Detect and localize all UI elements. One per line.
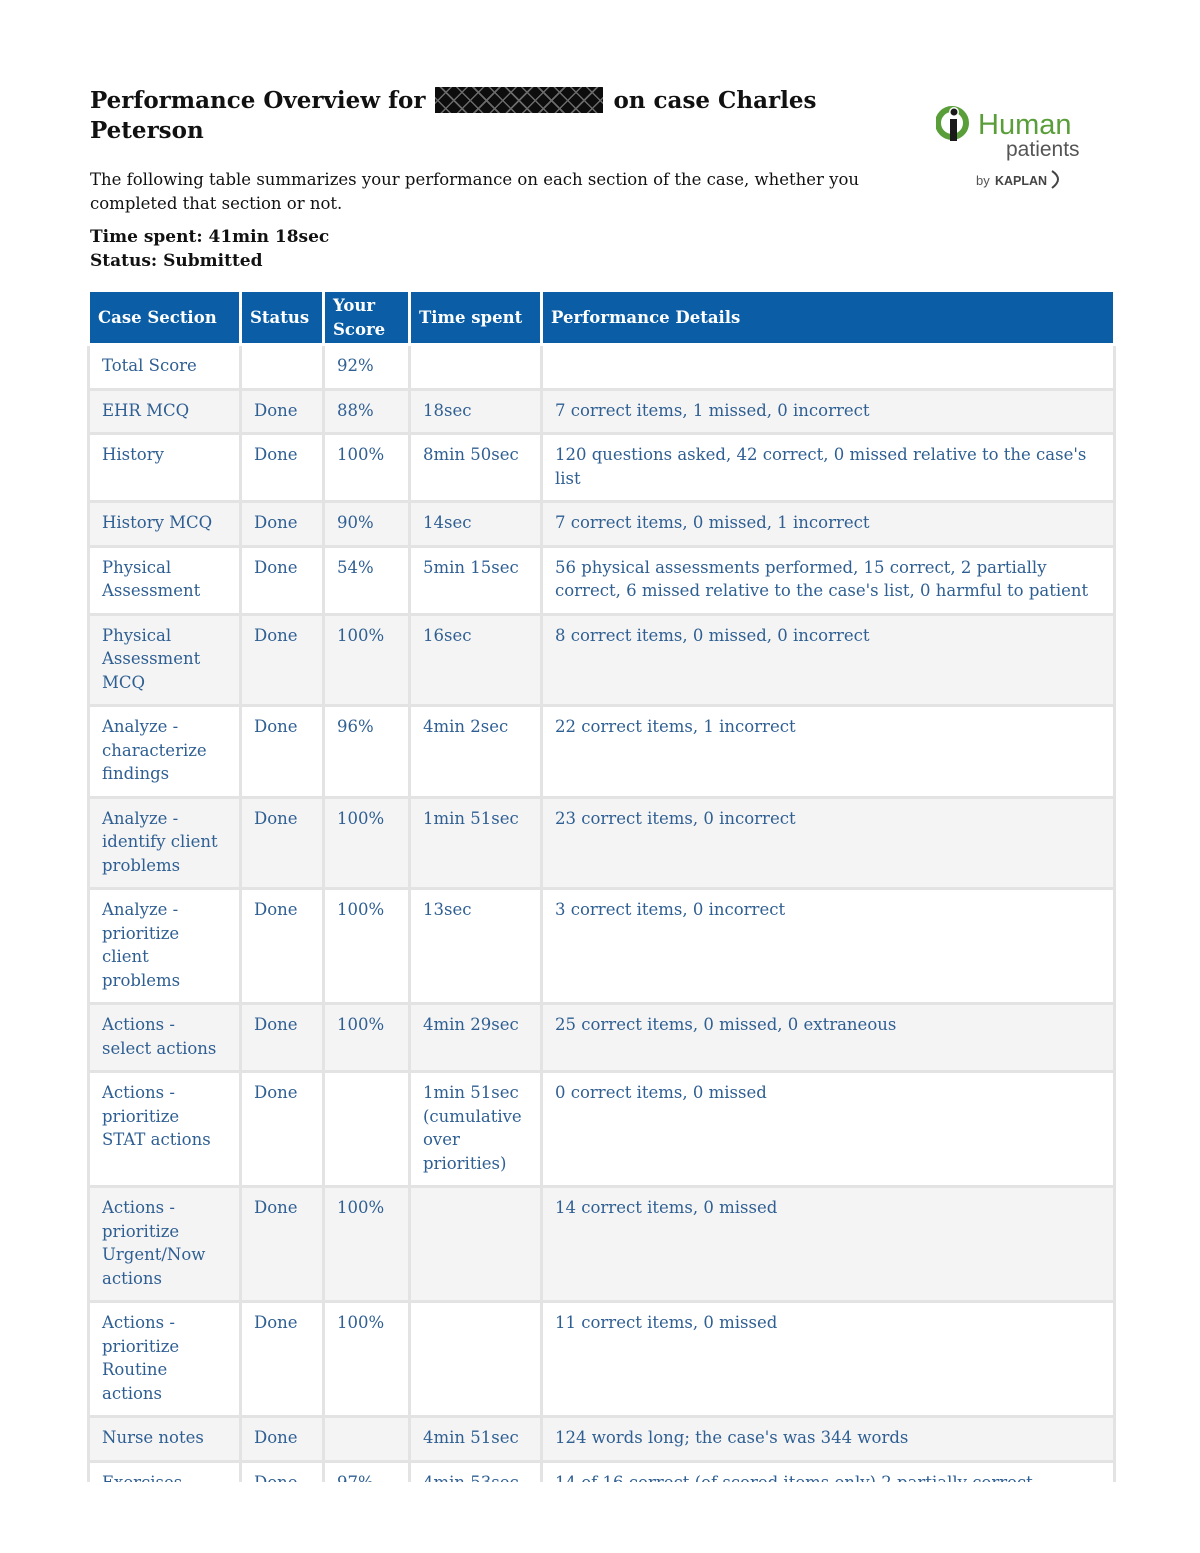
cell-status: Done bbox=[241, 502, 324, 547]
redacted-name bbox=[435, 87, 603, 113]
cell-score: 90% bbox=[324, 502, 410, 547]
cell-status: Done bbox=[241, 1302, 324, 1417]
col-header-details: Performance Details bbox=[542, 291, 1115, 345]
cell-time-spent: 16sec bbox=[410, 614, 542, 706]
cell-status: Done bbox=[241, 1072, 324, 1187]
cell-time-spent: 8min 50sec bbox=[410, 434, 542, 502]
table-row bbox=[89, 706, 1115, 798]
cell-time-spent: 5min 15sec bbox=[410, 546, 542, 614]
cell-score: 96% bbox=[324, 706, 410, 798]
cell-details bbox=[542, 345, 1115, 390]
cell-case-section: Actions - prioritize STAT actions bbox=[89, 1072, 241, 1187]
cell-details: 7 correct items, 1 missed, 0 incorrect bbox=[542, 389, 1115, 434]
cell-case-section: EHR MCQ bbox=[89, 389, 241, 434]
cell-status: Done bbox=[241, 1004, 324, 1072]
cell-case-section: Analyze - characterize findings bbox=[89, 706, 241, 798]
cell-time-spent: 13sec bbox=[410, 889, 542, 1004]
cell-score: 54% bbox=[324, 546, 410, 614]
cell-status: Done bbox=[241, 797, 324, 889]
cell-case-section: Nurse notes bbox=[89, 1417, 241, 1462]
cell-case-section: Actions - prioritize Urgent/Now actions bbox=[89, 1187, 241, 1302]
logo-brand: Human bbox=[978, 109, 1072, 141]
table-row bbox=[89, 1072, 1115, 1187]
cell-time-spent bbox=[410, 1302, 542, 1417]
col-header-case-section: Case Section bbox=[89, 291, 241, 345]
title-suffix: on case Charles Peterson bbox=[90, 87, 817, 144]
cell-case-section: Actions - prioritize Routine actions bbox=[89, 1302, 241, 1417]
cell-score bbox=[324, 1417, 410, 1462]
cell-status: Done bbox=[241, 1417, 324, 1462]
cell-details: 11 correct items, 0 missed bbox=[542, 1302, 1115, 1417]
ihuman-kaplan-logo bbox=[936, 104, 1116, 196]
cell-details: 124 words long; the case's was 344 words bbox=[542, 1417, 1115, 1462]
cell-score: 100% bbox=[324, 1187, 410, 1302]
logo-product: patients bbox=[1006, 138, 1080, 161]
cell-score: 100% bbox=[324, 889, 410, 1004]
cell-score: 100% bbox=[324, 1004, 410, 1072]
cell-time-spent: 14sec bbox=[410, 502, 542, 547]
cell-score: 100% bbox=[324, 614, 410, 706]
cell-score: 100% bbox=[324, 1302, 410, 1417]
intro-text: The following table summarizes your performance on each section of the case, whether you completed that section or not. bbox=[90, 170, 860, 213]
cell-time-spent bbox=[410, 345, 542, 390]
table-header-row bbox=[89, 291, 1115, 345]
cell-status: Done bbox=[241, 546, 324, 614]
cell-case-section: Actions - select actions bbox=[89, 1004, 241, 1072]
cell-case-section: History MCQ bbox=[89, 502, 241, 547]
summary-block bbox=[90, 225, 329, 273]
table-row bbox=[89, 1302, 1115, 1417]
cell-status: Done bbox=[241, 614, 324, 706]
table-row bbox=[89, 434, 1115, 502]
cell-status: Done bbox=[241, 389, 324, 434]
title-prefix: Performance Overview for bbox=[90, 87, 426, 114]
cell-details: 0 correct items, 0 missed bbox=[542, 1072, 1115, 1187]
cell-score bbox=[324, 1072, 410, 1187]
table-row bbox=[89, 546, 1115, 614]
cell-time-spent: 1min 51sec bbox=[410, 797, 542, 889]
cell-time-spent: 4min 29sec bbox=[410, 1004, 542, 1072]
cell-status: Done bbox=[241, 434, 324, 502]
time-spent: Time spent: 41min 18sec bbox=[90, 227, 330, 247]
logo-by: by bbox=[976, 173, 990, 188]
col-header-score: Your Score bbox=[324, 291, 410, 345]
cell-case-section: Total Score bbox=[89, 345, 241, 390]
cell-details: 7 correct items, 0 missed, 1 incorrect bbox=[542, 502, 1115, 547]
table-row bbox=[89, 1187, 1115, 1302]
cell-status: Done bbox=[241, 889, 324, 1004]
cell-case-section: Analyze - identify client problems bbox=[89, 797, 241, 889]
cell-status bbox=[241, 345, 324, 390]
performance-table bbox=[87, 289, 1116, 1507]
table-row bbox=[89, 614, 1115, 706]
table-row bbox=[89, 345, 1115, 390]
cell-details: 25 correct items, 0 missed, 0 extraneous bbox=[542, 1004, 1115, 1072]
cell-status: Done bbox=[241, 706, 324, 798]
cell-details: 22 correct items, 1 incorrect bbox=[542, 706, 1115, 798]
ihuman-logo-icon bbox=[938, 107, 966, 141]
table-body bbox=[89, 345, 1115, 1506]
page-cutoff bbox=[0, 1482, 1200, 1553]
logo-company: KAPLAN bbox=[995, 174, 1048, 188]
status: Status: Submitted bbox=[90, 251, 263, 271]
cell-time-spent bbox=[410, 1187, 542, 1302]
cell-case-section: History bbox=[89, 434, 241, 502]
table-row bbox=[89, 1417, 1115, 1462]
col-header-status: Status bbox=[241, 291, 324, 345]
table-row bbox=[89, 797, 1115, 889]
cell-details: 23 correct items, 0 incorrect bbox=[542, 797, 1115, 889]
cell-details: 8 correct items, 0 missed, 0 incorrect bbox=[542, 614, 1115, 706]
cell-score: 92% bbox=[324, 345, 410, 390]
cell-score: 100% bbox=[324, 434, 410, 502]
cell-details: 3 correct items, 0 incorrect bbox=[542, 889, 1115, 1004]
table-row bbox=[89, 1004, 1115, 1072]
cell-time-spent: 18sec bbox=[410, 389, 542, 434]
cell-details: 56 physical assessments performed, 15 correct, 2 partially correct, 6 missed relative to the case's list, 0 harmful to patient bbox=[542, 546, 1115, 614]
cell-case-section: Analyze - prioritize client problems bbox=[89, 889, 241, 1004]
cell-time-spent: 4min 51sec bbox=[410, 1417, 542, 1462]
cell-case-section: Physical Assessment bbox=[89, 546, 241, 614]
cell-case-section: Physical Assessment MCQ bbox=[89, 614, 241, 706]
cell-details: 14 correct items, 0 missed bbox=[542, 1187, 1115, 1302]
col-header-time-spent: Time spent bbox=[410, 291, 542, 345]
page-title bbox=[90, 86, 870, 146]
table-row bbox=[89, 889, 1115, 1004]
cell-time-spent: 1min 51sec (cumulative over priorities) bbox=[410, 1072, 542, 1187]
table-row bbox=[89, 389, 1115, 434]
cell-score: 100% bbox=[324, 797, 410, 889]
cell-status: Done bbox=[241, 1187, 324, 1302]
cell-time-spent: 4min 2sec bbox=[410, 706, 542, 798]
cell-details: 120 questions asked, 42 correct, 0 missed relative to the case's list bbox=[542, 434, 1115, 502]
table-row bbox=[89, 502, 1115, 547]
cell-score: 88% bbox=[324, 389, 410, 434]
